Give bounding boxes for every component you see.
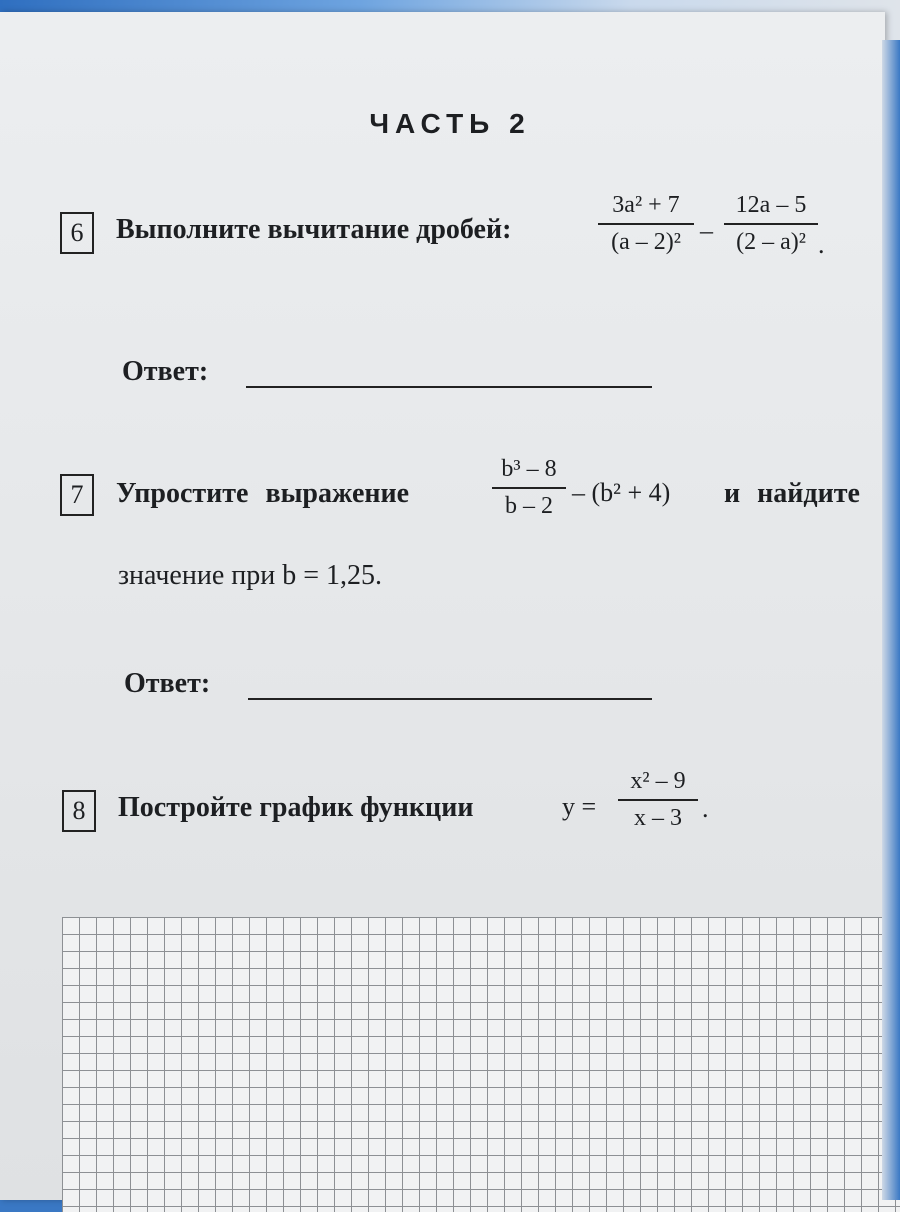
task-6-fraction-1-numerator: 3a² + 7 xyxy=(598,192,694,225)
task-8-equation-lhs: y = xyxy=(562,792,597,821)
task-7-fraction-numerator: b³ – 8 xyxy=(492,456,566,489)
task-6-fraction-2 xyxy=(724,192,818,256)
task-7-text-line-2: значение при b = 1,25. xyxy=(118,560,383,591)
task-7-fraction xyxy=(492,456,566,520)
task-6-minus: – xyxy=(700,216,713,245)
worksheet-page xyxy=(0,12,885,1200)
task-6-period: . xyxy=(818,230,825,259)
task-7-answer-label: Ответ: xyxy=(124,668,211,699)
task-8-text: Постройте график функции xyxy=(118,792,474,823)
task-6-number: 6 xyxy=(60,212,94,254)
task-6-answer-label: Ответ: xyxy=(122,356,209,387)
task-7-answer-line[interactable] xyxy=(248,698,652,700)
task-6-answer-line[interactable] xyxy=(246,386,652,388)
task-7-expression-tail: – (b² + 4) xyxy=(572,478,671,507)
task-6-fraction-2-denominator: (2 – a)² xyxy=(736,229,806,255)
task-7-fraction-denominator: b – 2 xyxy=(505,493,553,519)
task-7-number: 7 xyxy=(60,474,94,516)
task-8-fraction-numerator: x² – 9 xyxy=(618,768,698,801)
part-title: ЧАСТЬ 2 xyxy=(369,108,531,139)
task-8-fraction xyxy=(618,768,698,832)
task-8-fraction-denominator: x – 3 xyxy=(634,805,682,831)
task-6-text: Выполните вычитание дробей: xyxy=(116,214,512,245)
task-8-period: . xyxy=(702,794,709,823)
task-7-text-b: и найдите xyxy=(724,478,860,509)
graph-grid-area[interactable] xyxy=(62,917,900,1212)
task-6-fraction-2-numerator: 12a – 5 xyxy=(724,192,818,225)
task-6-fraction-1 xyxy=(598,192,694,256)
task-6-fraction-1-denominator: (a – 2)² xyxy=(611,229,681,255)
task-8-number: 8 xyxy=(62,790,96,832)
page-edge xyxy=(882,40,900,1200)
task-7-text-a: Упростите выражение xyxy=(116,478,410,509)
